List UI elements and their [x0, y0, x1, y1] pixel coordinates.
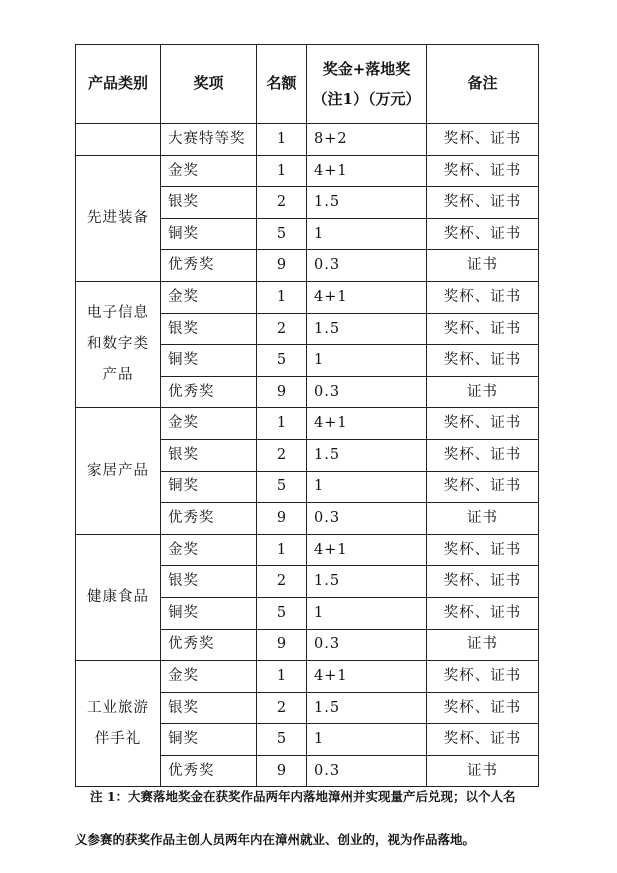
table-row	[76, 661, 539, 693]
note-cell: 奖杯、证书	[427, 313, 539, 345]
award-cell: 铜奖	[161, 218, 257, 250]
amount-cell: 0.3	[307, 250, 427, 282]
count-cell: 1	[257, 408, 307, 440]
note-cell: 证书	[427, 503, 539, 535]
award-cell: 银奖	[161, 692, 257, 724]
note-cell: 证书	[427, 376, 539, 408]
header-amount-line1: 奖金+落地奖	[322, 60, 411, 78]
award-cell: 优秀奖	[161, 250, 257, 282]
category-label: 电子信息和数字类产品	[87, 305, 149, 384]
amount-cell: 0.3	[307, 755, 427, 787]
award-cell: 银奖	[161, 187, 257, 219]
note-cell: 奖杯、证书	[427, 155, 539, 187]
table-row	[76, 124, 539, 156]
footnote	[75, 775, 545, 861]
note-cell: 奖杯、证书	[427, 439, 539, 471]
award-cell: 金奖	[161, 534, 257, 566]
count-cell: 2	[257, 313, 307, 345]
count-cell: 1	[257, 124, 307, 156]
count-cell: 9	[257, 376, 307, 408]
award-cell: 金奖	[161, 281, 257, 313]
note-cell: 证书	[427, 629, 539, 661]
count-cell: 2	[257, 566, 307, 598]
amount-cell: 4+1	[307, 155, 427, 187]
header-note: 备注	[427, 45, 539, 124]
header-amount-line2: （注1）（万元）	[312, 90, 421, 108]
footnote-line-2: 义参赛的获奖作品主创人员两年内在漳州就业、创业的，视为作品落地。	[75, 832, 476, 847]
note-cell: 奖杯、证书	[427, 345, 539, 377]
count-cell: 5	[257, 218, 307, 250]
header-amount	[307, 45, 427, 124]
header-award: 奖项	[161, 45, 257, 124]
award-cell: 银奖	[161, 439, 257, 471]
count-cell: 2	[257, 692, 307, 724]
count-cell: 2	[257, 439, 307, 471]
count-cell: 2	[257, 187, 307, 219]
table-row	[76, 155, 539, 187]
amount-cell: 0.3	[307, 629, 427, 661]
award-cell: 优秀奖	[161, 755, 257, 787]
count-cell: 5	[257, 724, 307, 756]
award-cell: 铜奖	[161, 724, 257, 756]
award-cell: 铜奖	[161, 597, 257, 629]
header-category: 产品类别	[76, 45, 161, 124]
amount-cell: 1	[307, 471, 427, 503]
award-cell: 金奖	[161, 408, 257, 440]
note-cell: 奖杯、证书	[427, 661, 539, 693]
awards-table	[75, 44, 539, 787]
award-cell: 优秀奖	[161, 376, 257, 408]
note-cell: 奖杯、证书	[427, 534, 539, 566]
award-cell: 优秀奖	[161, 503, 257, 535]
count-cell: 1	[257, 281, 307, 313]
table-row	[76, 281, 539, 313]
count-cell: 1	[257, 534, 307, 566]
amount-cell: 1	[307, 597, 427, 629]
award-cell: 优秀奖	[161, 629, 257, 661]
count-cell: 9	[257, 629, 307, 661]
note-cell: 奖杯、证书	[427, 124, 539, 156]
category-label: 家居产品	[87, 462, 149, 479]
amount-cell: 1	[307, 724, 427, 756]
note-cell: 奖杯、证书	[427, 471, 539, 503]
amount-cell: 1.5	[307, 692, 427, 724]
award-cell: 金奖	[161, 155, 257, 187]
footnote-line-1: 注 1：大赛落地奖金在获奖作品两年内落地漳州并实现量产后兑现；以个人名	[90, 789, 516, 804]
table-row	[76, 534, 539, 566]
award-cell: 铜奖	[161, 471, 257, 503]
award-cell: 银奖	[161, 313, 257, 345]
count-cell: 9	[257, 503, 307, 535]
amount-cell: 1	[307, 218, 427, 250]
amount-cell: 1.5	[307, 313, 427, 345]
award-cell: 金奖	[161, 661, 257, 693]
count-cell: 5	[257, 345, 307, 377]
count-cell: 9	[257, 250, 307, 282]
table-body	[76, 124, 539, 787]
award-cell: 铜奖	[161, 345, 257, 377]
amount-cell: 1.5	[307, 566, 427, 598]
note-cell: 奖杯、证书	[427, 281, 539, 313]
category-label: 先进装备	[87, 209, 149, 226]
category-label: 健康食品	[87, 588, 149, 605]
count-cell: 5	[257, 597, 307, 629]
amount-cell: 1	[307, 345, 427, 377]
count-cell: 9	[257, 755, 307, 787]
amount-cell: 1.5	[307, 439, 427, 471]
count-cell: 1	[257, 661, 307, 693]
table-header-row	[76, 45, 539, 124]
note-cell: 奖杯、证书	[427, 566, 539, 598]
count-cell: 5	[257, 471, 307, 503]
note-cell: 证书	[427, 755, 539, 787]
amount-cell: 4+1	[307, 408, 427, 440]
category-cell-empty	[76, 124, 161, 156]
category-cell	[76, 408, 161, 534]
amount-cell: 4+1	[307, 281, 427, 313]
amount-cell: 0.3	[307, 503, 427, 535]
note-cell: 奖杯、证书	[427, 408, 539, 440]
note-cell: 奖杯、证书	[427, 692, 539, 724]
amount-cell: 4+1	[307, 534, 427, 566]
note-cell: 奖杯、证书	[427, 218, 539, 250]
amount-cell: 1.5	[307, 187, 427, 219]
category-cell	[76, 155, 161, 281]
category-cell	[76, 281, 161, 407]
category-cell	[76, 661, 161, 787]
note-cell: 证书	[427, 250, 539, 282]
note-cell: 奖杯、证书	[427, 597, 539, 629]
award-cell: 大赛特等奖	[161, 124, 257, 156]
header-count: 名额	[257, 45, 307, 124]
category-label: 工业旅游伴手礼	[87, 699, 149, 747]
note-cell: 奖杯、证书	[427, 724, 539, 756]
amount-cell: 4+1	[307, 661, 427, 693]
amount-cell: 0.3	[307, 376, 427, 408]
award-cell: 银奖	[161, 566, 257, 598]
count-cell: 1	[257, 155, 307, 187]
note-cell: 奖杯、证书	[427, 187, 539, 219]
amount-cell: 8+2	[307, 124, 427, 156]
category-cell	[76, 534, 161, 660]
table-row	[76, 408, 539, 440]
